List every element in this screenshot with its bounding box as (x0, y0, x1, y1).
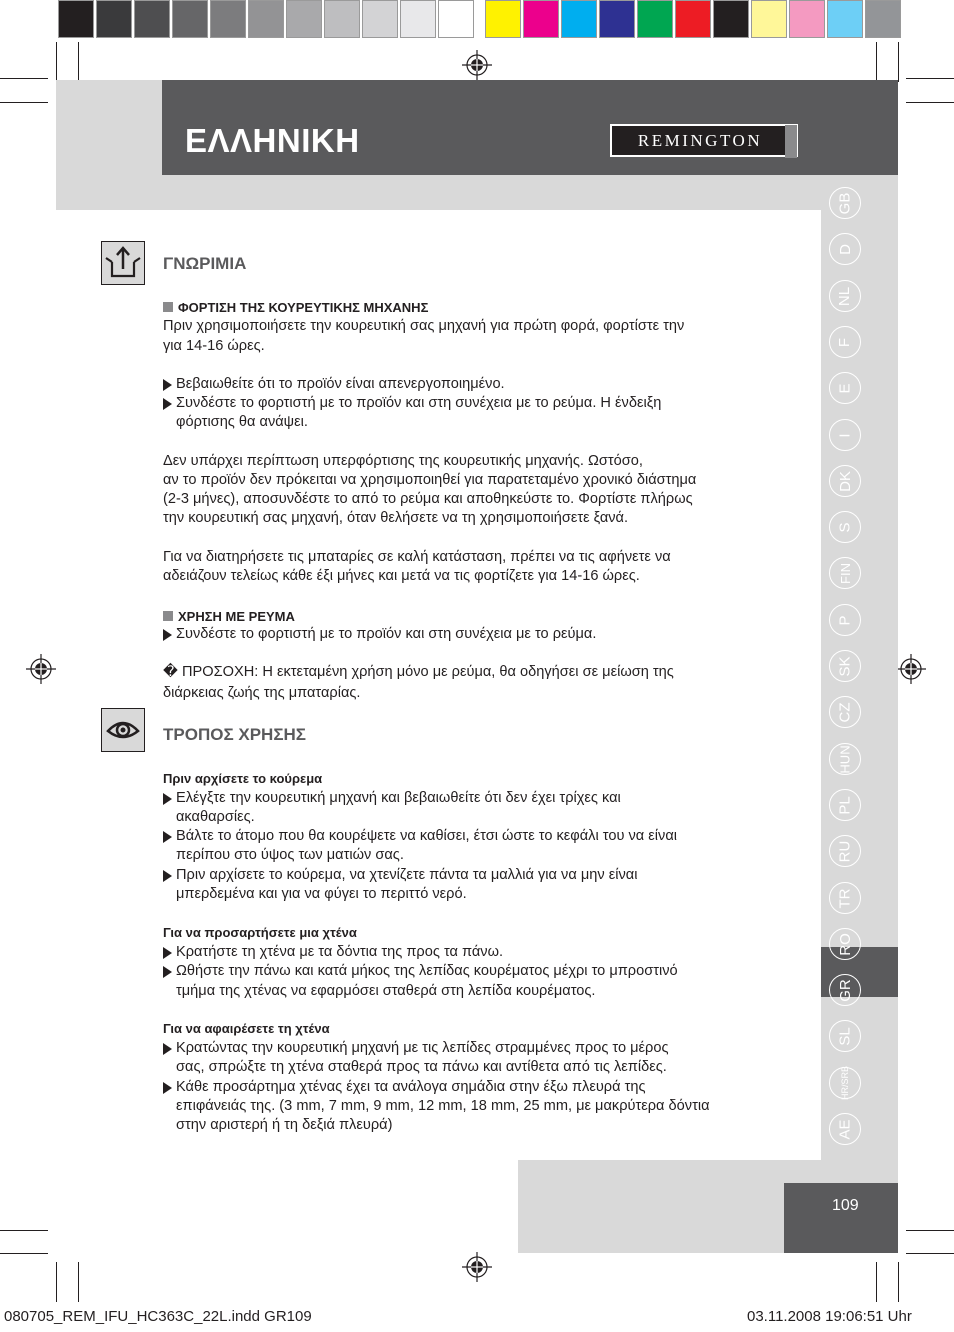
language-tab-p[interactable] (829, 604, 861, 636)
crop-mark (0, 1253, 48, 1254)
subheading: Για να προσαρτήσετε μια χτένα (163, 925, 357, 940)
language-tab-gb[interactable] (829, 187, 861, 219)
color-swatch (713, 0, 749, 38)
language-tab-label: FIN (837, 562, 853, 584)
language-tab-label: SK (836, 655, 854, 677)
language-tab-label: P (836, 614, 854, 626)
paragraph-line: στην αριστερή ή τη δεξιά πλευρά) (176, 1117, 393, 1133)
color-swatch (637, 0, 673, 38)
color-swatch (865, 0, 901, 38)
language-tab-f[interactable] (829, 326, 861, 358)
language-tab-ro[interactable] (829, 928, 861, 960)
language-tab-label: DK (836, 470, 854, 492)
language-tab-pl[interactable] (829, 789, 861, 821)
crop-mark (906, 78, 954, 79)
paragraph-line: (2-3 μήνες), αποσυνδέστε το από το ρεύμα και αποθηκεύστε το. Φορτίστε πλήρως (163, 491, 693, 507)
gray-swatch (134, 0, 170, 38)
color-swatch (599, 0, 635, 38)
language-tab-cz[interactable] (829, 696, 861, 728)
brand-logo (610, 124, 798, 157)
gray-swatch (400, 0, 436, 38)
crop-mark (56, 1262, 57, 1302)
language-tab-label: GB (836, 192, 854, 214)
page-number: 109 (832, 1197, 859, 1214)
language-tab-label: S (836, 521, 854, 533)
paragraph-line: αδειάζουν τελείως κάθε έξι μήνες και μετά να τις φορτίζετε για 14-16 ώρες. (163, 568, 640, 584)
color-swatch (675, 0, 711, 38)
language-tab-gr[interactable] (829, 974, 861, 1006)
section-heading: ΓΝΩΡΙΜΙΑ (163, 254, 247, 273)
page-title: ΕΛΛΗΝΙΚΗ (185, 122, 360, 159)
language-tab-label: GR (836, 978, 854, 1002)
language-tab-e[interactable] (829, 372, 861, 404)
box-arrow-up-icon (101, 241, 145, 285)
crop-mark (906, 1230, 954, 1231)
language-tab-fin[interactable] (829, 557, 861, 589)
gray-swatch (324, 0, 360, 38)
crop-mark (78, 42, 79, 82)
subheading: ΦΟΡΤΙΣΗ ΤΗΣ ΚΟΥΡΕΥΤΙΚΗΣ ΜΗΧΑΝΗΣ (163, 300, 428, 315)
paragraph-line: για 14-16 ώρες. (163, 338, 265, 354)
crop-mark (876, 42, 877, 82)
brand-name: REMINGTON (637, 131, 763, 150)
language-tab-ae[interactable] (829, 1113, 861, 1145)
language-tab-tr[interactable] (829, 882, 861, 914)
paragraph-line: αν το προϊόν δεν πρόκειται να χρησιμοποιηθεί για παρατεταμένο χρονικό διάστημα (163, 472, 697, 488)
language-tab-label: I (836, 432, 854, 438)
crop-mark (898, 1262, 899, 1302)
subheading: ΧΡΗΣΗ ΜΕ ΡΕΥΜΑ (163, 609, 295, 624)
registration-mark-icon (462, 1252, 492, 1282)
slug-file-name: 080705_REM_IFU_HC363C_22L.indd GR109 (4, 1308, 312, 1325)
bullet-item: Συνδέστε το φορτιστή με το προϊόν και στη συνέχεια με το ρεύμα. (163, 625, 596, 645)
language-tab-nl[interactable] (829, 280, 861, 312)
section-heading: ΤΡΟΠΟΣ ΧΡΗΣΗΣ (163, 725, 307, 744)
paragraph-line: περίπου στο ύψος των ματιών σας. (176, 847, 404, 863)
paragraph-line: Πριν χρησιμοποιήσετε την κουρευτική σας μηχανή για πρώτη φορά, φορτίστε την (163, 318, 685, 334)
gray-swatch (58, 0, 94, 38)
gray-swatch (362, 0, 398, 38)
gray-swatch (172, 0, 208, 38)
color-swatch (523, 0, 559, 38)
bullet-item: Ελέγξτε την κουρευτική μηχανή και βεβαιωθείτε ότι δεν έχει τρίχες και (163, 789, 621, 809)
crop-mark (876, 1262, 877, 1302)
language-tab-label: AE (836, 1118, 854, 1140)
crop-mark (78, 1262, 79, 1302)
paragraph-line: φόρτισης θα ανάψει. (176, 414, 308, 430)
eye-icon (101, 708, 145, 752)
language-tab-label: PL (836, 795, 854, 815)
gray-swatch (96, 0, 132, 38)
gray-swatch (210, 0, 246, 38)
crop-mark (906, 1253, 954, 1254)
bullet-item: Συνδέστε το φορτιστή με το προϊόν και στη συνέχεια με το ρεύμα. Η ένδειξη (163, 394, 661, 414)
language-tab-hr-srb[interactable] (829, 1067, 861, 1099)
paragraph-line: επιφάνειάς της. (3 mm, 7 mm, 9 mm, 12 mm, 18 mm, 25 mm, με μακρύτερα δόντια (176, 1098, 710, 1114)
language-tab-d[interactable] (829, 233, 861, 265)
warning-line: � ΠΡΟΣΟΧΗ: Η εκτεταμένη χρήση μόνο με ρεύμα, θα οδηγήσει σε μείωση της (163, 664, 674, 680)
gray-swatch (438, 0, 474, 38)
gray-swatch (286, 0, 322, 38)
bullet-item: Κάθε προσάρτημα χτένας έχει τα ανάλογα σημάδια στην έξω πλευρά της (163, 1078, 646, 1098)
color-swatch (485, 0, 521, 38)
language-tab-dk[interactable] (829, 465, 861, 497)
bullet-item: Κρατήστε τη χτένα με τα δόντια της προς τα πάνω. (163, 943, 503, 963)
paragraph-line: μπερδεμένα και για να φύγει το περιττό νερό. (176, 886, 467, 902)
crop-mark (0, 1230, 48, 1231)
crop-mark (898, 42, 899, 82)
language-tab-label: CZ (836, 702, 854, 722)
language-tab-label: RO (836, 932, 854, 956)
registration-mark-icon (26, 654, 56, 684)
page-number-box (784, 1183, 898, 1253)
color-swatch (827, 0, 863, 38)
paragraph-line: σας, σπρώξτε τη χτένα σταθερά προς τα πάνω και αντίθετα από τις λεπίδες. (176, 1059, 667, 1075)
language-tab-label: HR/SRB (840, 1065, 851, 1101)
subheading: Για να αφαιρέσετε τη χτένα (163, 1021, 330, 1036)
bullet-item: Κρατώντας την κουρευτική μηχανή με τις λεπίδες στραμμένες προς το μέρος (163, 1039, 669, 1059)
gray-swatch (248, 0, 284, 38)
paragraph-line: τμήμα της χτένας να εφαρμόσει σταθερά στη λεπίδα κουρέματος. (176, 983, 596, 999)
language-tab-label: D (836, 243, 854, 255)
registration-mark-icon (462, 50, 492, 80)
language-tab-label: E (836, 382, 854, 394)
language-tab-label: HUN (837, 744, 853, 774)
language-tab-label: TR (836, 888, 854, 908)
crop-mark (906, 102, 954, 103)
process-color-bar (485, 0, 903, 38)
language-tab-label: F (836, 337, 854, 347)
language-tab-s[interactable] (829, 511, 861, 543)
grayscale-color-bar (58, 0, 476, 38)
language-tab-hun[interactable] (829, 743, 861, 775)
warning-line: διάρκειας ζωής της μπαταρίας. (163, 685, 361, 701)
bullet-item: Ωθήστε την πάνω και κατά μήκος της λεπίδας κουρέματος μέχρι το μπροστινό (163, 962, 678, 982)
language-tab-label: RU (836, 840, 854, 862)
crop-mark (0, 102, 48, 103)
bullet-item: Βεβαιωθείτε ότι το προϊόν είναι απενεργοποιημένο. (163, 375, 505, 395)
page-frame-top (56, 175, 898, 210)
paragraph-line: ακαθαρσίες. (176, 809, 255, 825)
language-tab-sl[interactable] (829, 1020, 861, 1052)
bullet-item: Βάλτε το άτομο που θα κουρέψετε να καθίσει, έτσι ώστε το κεφάλι του να είναι (163, 827, 677, 847)
color-swatch (789, 0, 825, 38)
slug-timestamp: 03.11.2008 19:06:51 Uhr (747, 1308, 912, 1325)
language-tab-label: SL (836, 1026, 854, 1046)
color-swatch (561, 0, 597, 38)
language-tab-label: NL (836, 286, 854, 306)
paragraph-line: την κουρευτική σας μηχανή, όταν θελήσετε να τη χρησιμοποιήσετε ξανά. (163, 510, 629, 526)
paragraph-line: Για να διατηρήσετε τις μπαταρίες σε καλή κατάσταση, πρέπει να τις αφήνετε να (163, 549, 671, 565)
crop-mark (0, 78, 48, 79)
language-tab-ru[interactable] (829, 835, 861, 867)
paragraph-line: Δεν υπάρχει περίπτωση υπερφόρτισης της κουρευτικής μηχανής. Ωστόσο, (163, 453, 643, 469)
bullet-item: Πριν αρχίσετε το κούρεμα, να χτενίζετε πάντα τα μαλλιά για να μην είναι (163, 866, 637, 886)
crop-mark (56, 42, 57, 82)
language-tab-sk[interactable] (829, 650, 861, 682)
registration-mark-icon (896, 654, 926, 684)
language-tab-i[interactable] (829, 419, 861, 451)
subheading: Πριν αρχίσετε το κούρεμα (163, 771, 323, 786)
color-swatch (751, 0, 787, 38)
